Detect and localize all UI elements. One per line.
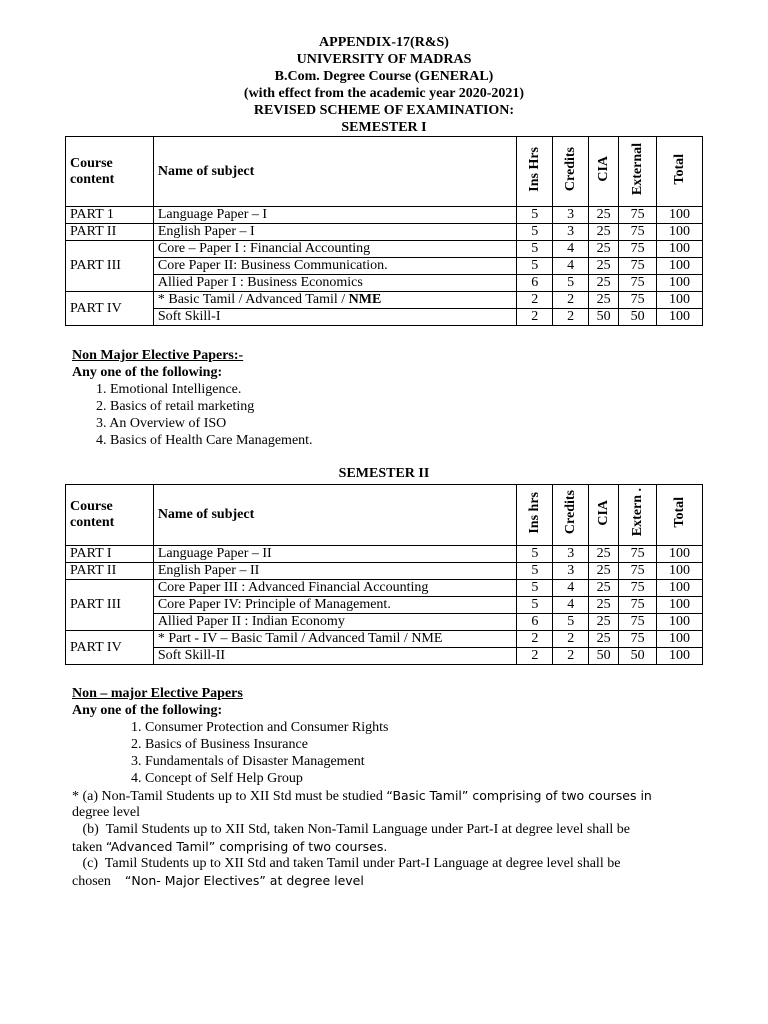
cia-cell: 25 xyxy=(589,224,619,241)
table-header-row xyxy=(66,485,703,546)
credits-cell: 4 xyxy=(553,241,589,258)
cia-cell: 25 xyxy=(589,546,619,563)
ins-cell: 5 xyxy=(517,207,553,224)
cia-cell: 25 xyxy=(589,614,619,631)
semester-2-table xyxy=(65,484,703,665)
appendix-title: APPENDIX-17(R&S) xyxy=(319,35,449,50)
part-cell: PART I xyxy=(66,546,154,563)
part-cell: PART IV xyxy=(66,292,154,326)
cia-cell: 25 xyxy=(589,563,619,580)
note-a-line2: degree level xyxy=(72,805,141,820)
ins-cell: 5 xyxy=(517,580,553,597)
ins-cell: 6 xyxy=(517,614,553,631)
credits-cell: 2 xyxy=(553,292,589,309)
course-content-header: Course content xyxy=(66,137,154,207)
subject-cell: Allied Paper II : Indian Economy xyxy=(153,614,517,631)
total-cell: 100 xyxy=(657,275,703,292)
cia-cell: 50 xyxy=(589,648,619,665)
external-cell: 75 xyxy=(619,292,657,309)
ins-cell: 6 xyxy=(517,275,553,292)
subject-cell: Core – Paper I : Financial Accounting xyxy=(153,241,516,258)
credits-header: Credits xyxy=(553,137,589,207)
subject-header: Name of subject xyxy=(153,485,517,546)
subject-cell: English Paper – II xyxy=(153,563,517,580)
total-cell: 100 xyxy=(657,580,703,597)
credits-cell: 5 xyxy=(553,275,589,292)
ins-cell: 2 xyxy=(517,648,553,665)
table-row xyxy=(66,292,703,309)
table-row xyxy=(66,258,703,275)
table-row xyxy=(66,207,703,224)
cia-header: CIA xyxy=(589,485,619,546)
credits-cell: 3 xyxy=(553,563,589,580)
cia-header: CIA xyxy=(589,137,619,207)
part-cell: PART III xyxy=(66,241,154,292)
note-b-line1: (b) Tamil Students up to XII Std, taken Non-Tamil Language under Part-I at degree level shall be xyxy=(72,822,631,837)
subject-cell: * Part - IV – Basic Tamil / Advanced Tamil / NME xyxy=(153,631,517,648)
total-cell: 100 xyxy=(657,546,703,563)
cia-cell: 50 xyxy=(589,309,619,326)
external-header: External xyxy=(619,137,657,207)
semester-1-table xyxy=(65,136,703,326)
part-cell: PART II xyxy=(66,563,154,580)
total-cell: 100 xyxy=(657,241,703,258)
list-item: 4. Concept of Self Help Group xyxy=(131,771,303,786)
table-row xyxy=(66,241,703,258)
table-row xyxy=(66,648,703,665)
part-cell: PART IV xyxy=(66,631,154,665)
external-cell: 75 xyxy=(619,275,657,292)
total-cell: 100 xyxy=(657,631,703,648)
nme-1-any: Any one of the following: xyxy=(72,365,223,380)
table-row xyxy=(66,224,703,241)
university-name: UNIVERSITY OF MADRAS xyxy=(296,52,472,67)
cia-cell: 25 xyxy=(589,631,619,648)
scheme-title: REVISED SCHEME OF EXAMINATION: xyxy=(253,103,515,118)
semester-2-title: SEMESTER II xyxy=(338,466,430,481)
credits-cell: 3 xyxy=(553,224,589,241)
course-title: B.Com. Degree Course (GENERAL) xyxy=(274,69,494,84)
external-cell: 75 xyxy=(619,241,657,258)
table-row xyxy=(66,580,703,597)
total-cell: 100 xyxy=(657,614,703,631)
table-row xyxy=(66,614,703,631)
note-c-line2: chosen “Non- Major Electives” at degree level xyxy=(72,873,364,889)
credits-cell: 2 xyxy=(553,631,589,648)
list-item: 1. Consumer Protection and Consumer Rights xyxy=(131,720,389,735)
subject-cell: Language Paper – I xyxy=(153,207,516,224)
subject-cell: * Basic Tamil / Advanced Tamil / NME xyxy=(153,292,516,309)
total-header: Total xyxy=(657,137,703,207)
total-cell: 100 xyxy=(657,648,703,665)
part-cell: PART II xyxy=(66,224,154,241)
subject-cell: Allied Paper I : Business Economics xyxy=(153,275,516,292)
ins-cell: 2 xyxy=(517,309,553,326)
part-cell: PART III xyxy=(66,580,154,631)
ins-cell: 5 xyxy=(517,546,553,563)
credits-cell: 5 xyxy=(553,614,589,631)
part-cell: PART 1 xyxy=(66,207,154,224)
ins-cell: 2 xyxy=(517,292,553,309)
subject-cell: Core Paper II: Business Communication. xyxy=(153,258,516,275)
external-cell: 50 xyxy=(619,309,657,326)
total-cell: 100 xyxy=(657,224,703,241)
cia-cell: 25 xyxy=(589,258,619,275)
subject-cell: Core Paper III : Advanced Financial Accounting xyxy=(153,580,517,597)
cia-cell: 25 xyxy=(589,597,619,614)
external-cell: 75 xyxy=(619,631,657,648)
table-row xyxy=(66,563,703,580)
external-cell: 75 xyxy=(619,580,657,597)
subject-cell: English Paper – I xyxy=(153,224,516,241)
semester-1-title: SEMESTER I xyxy=(341,120,427,135)
credits-cell: 4 xyxy=(553,597,589,614)
nme-1-title: Non Major Elective Papers:- xyxy=(72,348,244,363)
list-item: 1. Emotional Intelligence. xyxy=(96,382,242,397)
external-cell: 75 xyxy=(619,546,657,563)
list-item: 2. Basics of retail marketing xyxy=(96,399,255,414)
external-cell: 75 xyxy=(619,224,657,241)
credits-cell: 3 xyxy=(553,546,589,563)
ins-cell: 5 xyxy=(517,258,553,275)
external-cell: 75 xyxy=(619,207,657,224)
external-cell: 50 xyxy=(619,648,657,665)
external-cell: 75 xyxy=(619,258,657,275)
table-row xyxy=(66,546,703,563)
table-row xyxy=(66,597,703,614)
total-header: Total xyxy=(657,485,703,546)
total-cell: 100 xyxy=(657,309,703,326)
credits-header: Credits xyxy=(553,485,589,546)
list-item: 3. Fundamentals of Disaster Management xyxy=(131,754,365,769)
external-header: Extern . xyxy=(619,485,657,546)
list-item: 4. Basics of Health Care Management. xyxy=(96,433,313,448)
ins-hrs-header: Ins hrs xyxy=(517,485,553,546)
cia-cell: 25 xyxy=(589,292,619,309)
nme-2-title: Non – major Elective Papers xyxy=(72,686,243,701)
subject-cell: Language Paper – II xyxy=(153,546,517,563)
cia-cell: 25 xyxy=(589,275,619,292)
external-cell: 75 xyxy=(619,563,657,580)
table-header-row xyxy=(66,137,703,207)
cia-cell: 25 xyxy=(589,580,619,597)
total-cell: 100 xyxy=(657,258,703,275)
note-a-line1: * (a) Non-Tamil Students up to XII Std must be studied “Basic Tamil” comprising of two courses in xyxy=(72,788,652,804)
total-cell: 100 xyxy=(657,207,703,224)
ins-cell: 5 xyxy=(517,563,553,580)
subject-cell: Soft Skill-II xyxy=(153,648,517,665)
ins-hrs-header: Ins Hrs xyxy=(517,137,553,207)
nme-label: NME xyxy=(348,292,382,307)
total-cell: 100 xyxy=(657,597,703,614)
course-content-header: Course content xyxy=(66,485,154,546)
note-c-line1: (c) Tamil Students up to XII Std and taken Tamil under Part-I Language at degree level shall be xyxy=(72,856,621,871)
table-row xyxy=(66,631,703,648)
credits-cell: 2 xyxy=(553,648,589,665)
subject-header: Name of subject xyxy=(153,137,516,207)
ins-cell: 2 xyxy=(517,631,553,648)
total-cell: 100 xyxy=(657,563,703,580)
external-cell: 75 xyxy=(619,614,657,631)
external-cell: 75 xyxy=(619,597,657,614)
credits-cell: 2 xyxy=(553,309,589,326)
subject-cell: Core Paper IV: Principle of Management. xyxy=(153,597,517,614)
subject-cell: Soft Skill-I xyxy=(153,309,516,326)
cia-cell: 25 xyxy=(589,241,619,258)
note-b-line2: taken “Advanced Tamil” comprising of two courses. xyxy=(72,839,388,855)
list-item: 3. An Overview of ISO xyxy=(96,416,227,431)
total-cell: 100 xyxy=(657,292,703,309)
cia-cell: 25 xyxy=(589,207,619,224)
list-item: 2. Basics of Business Insurance xyxy=(131,737,308,752)
table-row xyxy=(66,309,703,326)
nme-2-any: Any one of the following: xyxy=(72,703,223,718)
ins-cell: 5 xyxy=(517,241,553,258)
credits-cell: 4 xyxy=(553,580,589,597)
table-row xyxy=(66,275,703,292)
ins-cell: 5 xyxy=(517,597,553,614)
credits-cell: 3 xyxy=(553,207,589,224)
credits-cell: 4 xyxy=(553,258,589,275)
effect-note: (with effect from the academic year 2020-2021) xyxy=(243,86,525,101)
ins-cell: 5 xyxy=(517,224,553,241)
